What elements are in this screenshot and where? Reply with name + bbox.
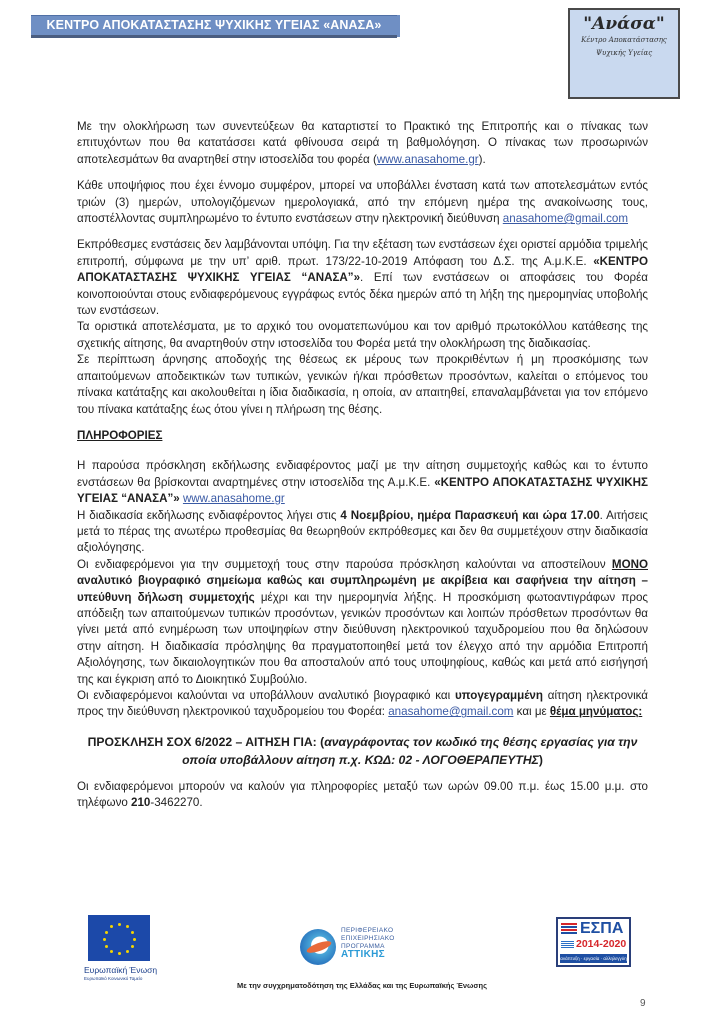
eu-label: Ευρωπαϊκή Ένωση <box>84 965 158 975</box>
paragraph-results-table: Με την ολοκλήρωση των συνεντεύξεων θα καταρτιστεί το Πρακτικό της Επιτροπής και ο πίνακας των επιτυχόντων που θα κατατάσσει κατά φθίνουσα σειρά τη βαθμολόγηση. Ο πίνακας των προσωρινών αποτελεσμάτων θα αναρτηθεί στην ιστοσελίδα του φορέα (www.anasahome.gr). <box>77 120 648 166</box>
document-body <box>77 119 648 822</box>
header-title: ΚΕΝΤΡΟ ΑΠΟΚΑΤΑΣΤΑΣΗΣ ΨΥΧΙΚΗΣ ΥΓΕΙΑΣ «ΑΝΑΣΑ» <box>46 18 382 32</box>
paragraph-late-objections: Εκπρόθεσμες ενστάσεις δεν λαμβάνονται υπόψη. Για την εξέταση των ενστάσεων έχει οριστεί αρμόδια τριμελής επιτροπή, σύμφωνα με την υπ’ αριθ. πρωτ. 173/22-10-2019 Απόφαση του Δ.Σ. της Α.μ.Κ.Ε. «ΚΕΝΤΡΟ ΑΠΟΚΑΤΑΣΤΑΣΗΣ ΨΥΧΙΚΗΣ ΥΓΕΙΑΣ “ΑΝΑΣΑ”». Επί των ενστάσεων οι αποφάσεις του Φορέα κοινοποιούνται στους ενδιαφερόμενους εγγράφως εντός δέκα ημερών από τη λήξη της ημερομηνίας υποβολής των ενστάσεων. <box>77 238 648 318</box>
header-bar <box>31 15 397 38</box>
eu-flag-icon <box>88 915 150 961</box>
paragraph-final-results: Τα οριστικά αποτελέσματα, με το αρχικό του ονοματεπωνύμου και τον αριθμό πρωτοκόλλου κατάθεσης της σχετικής αίτησης, θα αναρτηθούν στην ιστοσελίδα του Φορέα μετά την ολοκλήρωση της διαδικασίας. <box>77 320 648 350</box>
pep-attica-text: ΠΕΡΙΦΕΡΕΙΑΚΟ ΕΠΙΧΕΙΡΗΣΙΑΚΟ ΠΡΟΓΡΑΜΜΑ ΑΤΤΙΚΗΣ <box>341 927 395 960</box>
logo-title: "Ανάσα" <box>583 14 665 34</box>
website-link[interactable]: www.anasahome.gr <box>376 152 479 166</box>
paragraph-refusal: Σε περίπτωση άρνησης αποδοχής της θέσεως εκ μέρους των προκριθέντων ή μη προσκόμισης των απαιτούμενων αποδεικτικών των τυπικών, γενικών ή/και πρόσθετων προσόντων, καλείται ο επόμενος του πίνακα κατάταξης και ακολουθείται η ίδια διαδικασία, η οποία, αν απαιτηθεί, επαναλαμβάνεται για τον επόμενο του πίνακα κατάταξης έως ότου γίνει η πλήρωση της θέσης. <box>77 353 648 416</box>
greek-eu-flags-icon <box>561 941 574 949</box>
funding-note: Με την συγχρηματοδότηση της Ελλάδας και της Ευρωπαϊκής Ένωσης <box>236 981 487 990</box>
header-rule <box>397 15 400 37</box>
paragraph-email-submission: Οι ενδιαφερόμενοι καλούνται να υποβάλλουν αναλυτικό βιογραφικό και υπογεγραμμένη αίτηση ηλεκτρονικά προς την διεύθυνση ηλεκτρονικού ταχυδρομείου του Φορέα: anasahome@gmail.com και με θέμα μηνύματος: <box>77 689 649 719</box>
page-number: 9 <box>640 998 646 1009</box>
eu-sublabel: Ευρωπαϊκό Κοινωνικό Ταμείο <box>84 976 143 981</box>
anasa-logo <box>568 8 680 99</box>
espa-logo: ΕΣΠΑ 2014-2020 ανάπτυξη · εργασία · αλληλεγγύη <box>556 917 631 967</box>
logo-subtitle-line2: Ψυχικής Υγείας <box>595 49 653 57</box>
website-link-2[interactable]: www.anasahome.gr <box>182 492 285 506</box>
paragraph-publication: Η παρούσα πρόσκληση εκδήλωσης ενδιαφέροντος μαζί με την αίτηση συμμετοχής καθώς και το έντυπο ενστάσεων θα βρίσκονται αναρτημένες στην ιστοσελίδα της Α.μ.Κ.Ε. «ΚΕΝΤΡΟ ΑΠΟΚΑΤΑΣΤΑΣΗΣ ΨΥΧΙΚΗΣ ΥΓΕΙΑΣ “ΑΝΑΣΑ”» www.anasahome.gr <box>77 459 648 506</box>
paragraph-contact-phone: Οι ενδιαφερόμενοι μπορούν να καλούν για πληροφορίες μεταξύ των ωρών 09.00 π.μ. έως 15.00 μ.μ. στο τηλέφωνο 210-3462270. <box>77 779 648 810</box>
section-title-information: ΠΛΗΡΟΦΟΡΙΕΣ <box>77 428 163 442</box>
paragraph-submission: Οι ενδιαφερόμενοι για την συμμετοχή τους στην παρούσα πρόσκληση καλούνται να αποστείλουν ΜΟΝΟ αναλυτικό βιογραφικό σημείωμα καθώς και συμπληρωμένη με ακρίβεια και σαφήνεια την αίτηση – υπεύθυνη δήλωση συμμετοχής μέχρι και την ημερομηνία λήξης. Η προσκόμιση φωτοαντιγράφων προς απόδειξη των απαιτούμενων τυπικών προσόντων, γενικών προσόντων και λοιπών πρόσθετων προσόντων θα γίνει μετά από ενημέρωση των υποψηφίων στην διεύθυνση ηλεκτρονικού ταχυδρομείου που θα δηλώσουν στην αίτηση. Η διαδικασία πρόσληψης θα πραγματοποιηθεί μετά τον έλεγχο από την αρμόδια Επιτροπή Αξιολόγησης, των δικαιολογητικών που θα αποσταλούν από τους υποψηφίους, καθώς και μετά από εισήγησή της και έγκριση από το Διοικητικό Συμβούλιο. <box>77 557 648 686</box>
email-subject-template: ΠΡΟΣΚΛΗΣΗ ΣΟΧ 6/2022 – ΑΙΤΗΣΗ ΓΙΑ: (αναγράφοντας τον κωδικό της θέσης εργασίας για την οποία υποβάλλουν αίτηση π.χ. ΚΩΔ: 02 - ΛΟΓΟΘΕΡΑΠΕΥΤΗΣ) <box>87 734 638 767</box>
paragraph-deadline: Η διαδικασία εκδήλωσης ενδιαφέροντος λήγει στις 4 Νοεμβρίου, ημέρα Παρασκευή και ώρα 17.00. Αιτήσεις μετά το πέρας της ανωτέρω προθεσμίας θα θεωρηθούν εκπρόθεσμες και δεν θα συμμετέχουν στην διαδικασία αξιολόγησης. <box>77 508 648 555</box>
espa-stripes-icon <box>561 923 577 935</box>
email-link-2[interactable]: anasahome@gmail.com <box>388 705 514 719</box>
email-link[interactable]: anasahome@gmail.com <box>502 212 628 226</box>
paragraph-objections: Κάθε υποψήφιος που έχει έννομο συμφέρον, μπορεί να υποβάλλει ένσταση κατά των αποτελεσμάτων εντός τριών (3) ημερών, υπολογιζόμενων ημερολογιακά, από την επόμενη ημέρα της ανακοίνωσης τους, αποστέλλοντας συμπληρωμένο το έντυπο ενστάσεων στην ηλεκτρονική διεύθυνση anasahome@gmail.com <box>77 179 648 226</box>
logo-subtitle-line1: Κέντρο Αποκατάστασης <box>581 36 667 44</box>
deadline-date: 4 Νοεμβρίου, ημέρα Παρασκευή και ώρα 17.00 <box>340 508 600 522</box>
